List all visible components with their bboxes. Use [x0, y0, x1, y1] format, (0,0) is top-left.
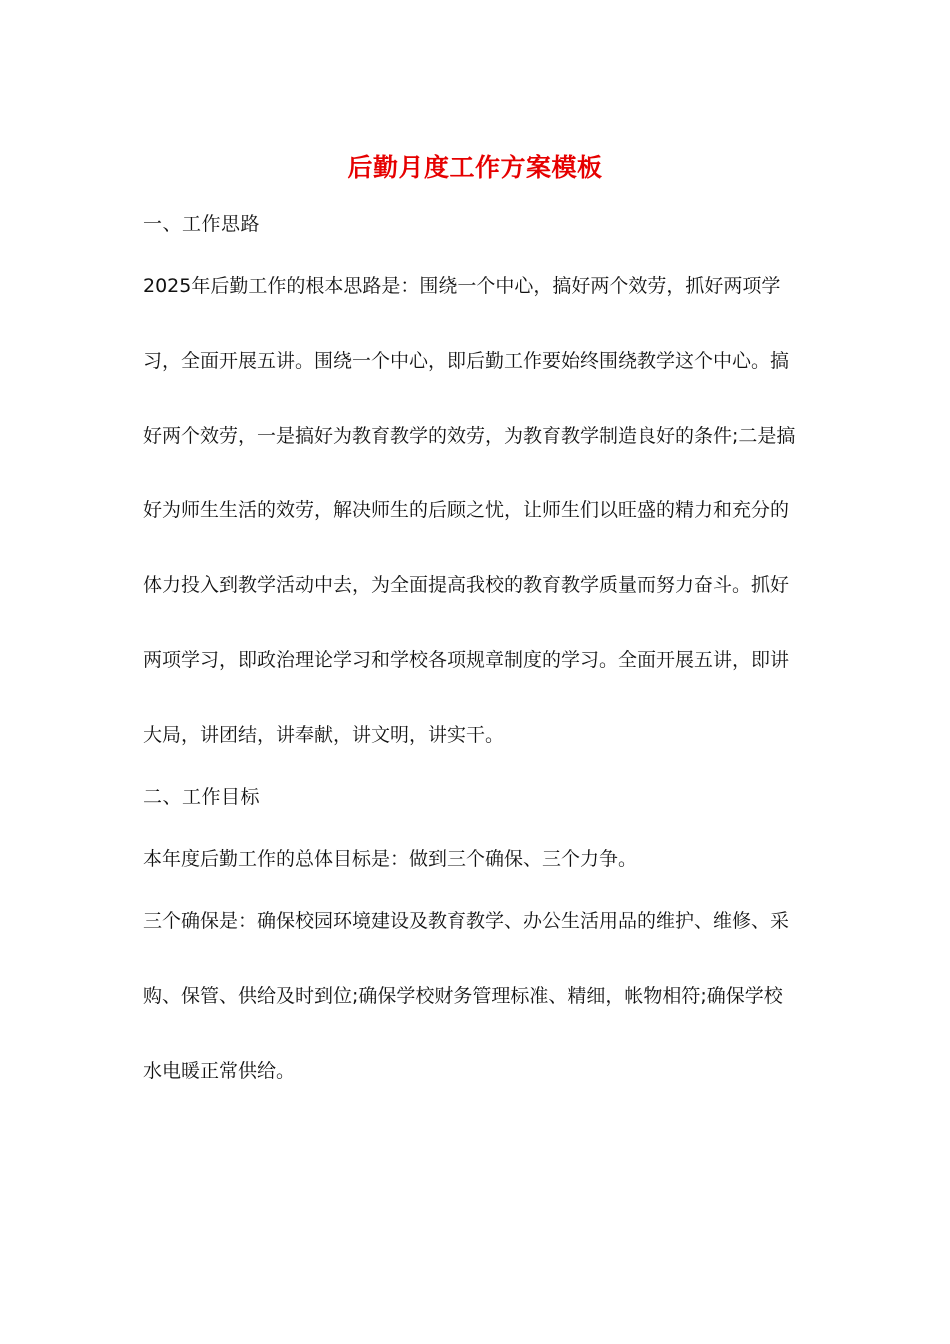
paragraph-line: 两项学习，即政治理论学习和学校各项规章制度的学习。全面开展五讲，即讲	[143, 649, 790, 671]
paragraph-line: 习，全面开展五讲。围绕一个中心，即后勤工作要始终围绕教学这个中心。搞	[143, 350, 790, 372]
section-heading-2: 二、工作目标	[143, 786, 261, 808]
paragraph-line: 购、保管、供给及时到位;确保学校财务管理标准、精细，帐物相符;确保学校	[143, 985, 783, 1007]
paragraph-line: 三个确保是：确保校园环境建设及教育教学、办公生活用品的维护、维修、采	[143, 910, 790, 932]
paragraph-line: 体力投入到教学活动中去，为全面提高我校的教育教学质量而努力奋斗。抓好	[143, 574, 790, 596]
section-heading-1: 一、工作思路	[143, 213, 261, 235]
intro-line: 本年度后勤工作的总体目标是：做到三个确保、三个力争。	[143, 848, 638, 870]
document-title: 后勤月度工作方案模板	[347, 153, 603, 182]
paragraph-line: 水电暖正常供给。	[143, 1060, 296, 1082]
paragraph-line: 好为师生生活的效劳，解决师生的后顾之忧，让师生们以旺盛的精力和充分的	[143, 499, 790, 521]
paragraph-line: 大局，讲团结，讲奉献，讲文明，讲实干。	[143, 724, 505, 746]
paragraph-line: 2025年后勤工作的根本思路是：围绕一个中心，搞好两个效劳，抓好两项学	[143, 275, 781, 297]
paragraph-line: 好两个效劳，一是搞好为教育教学的效劳，为教育教学制造良好的条件;二是搞	[143, 425, 796, 447]
